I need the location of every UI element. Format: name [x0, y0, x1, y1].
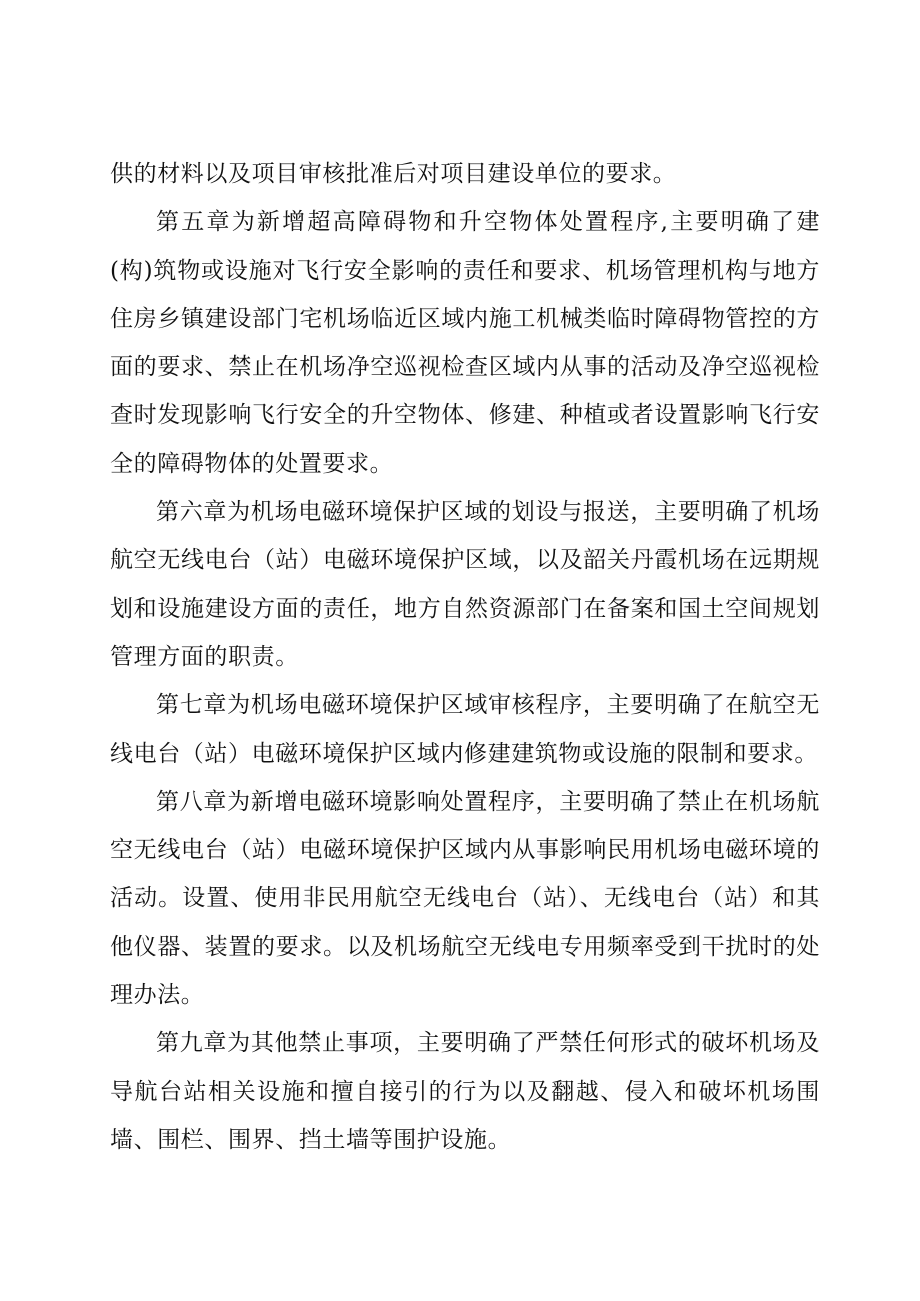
document-body: [110, 150, 820, 1164]
paragraph-continuation: 供的材料以及项目审核批准后对项目建设单位的要求。: [110, 161, 677, 187]
paragraph-chapter-5: 第五章为新增超高障碍物和升空物体处置程序,主要明确了建(构)筑物或设施对飞行安全影响的责任和要求、机场管理机构与地方住房乡镇建设部门宅机场临近区域内施工机械类临时障碍物管控的方面的要求、禁止在机场净空巡视检查区域内从事的活动及净空巡视检查时发现影响飞行安全的升空物体、修建、种植或者设置影响飞行安全的障碍物体的处置要求。: [110, 209, 820, 477]
paragraph-chapter-6: 第六章为机场电磁环境保护区域的划设与报送，主要明确了机场航空无线电台（站）电磁环境保护区域，以及韶关丹霞机场在远期规划和设施建设方面的责任，地方自然资源部门在备案和国土空间规划管理方面的职责。: [110, 499, 820, 670]
paragraph-chapter-9: 第九章为其他禁止事项，主要明确了严禁任何形式的破坏机场及导航台站相关设施和擅自接引的行为以及翻越、侵入和破坏机场围墙、围栏、围界、挡土墙等围护设施。: [110, 1030, 820, 1153]
paragraph-chapter-7: 第七章为机场电磁环境保护区域审核程序，主要明确了在航空无线电台（站）电磁环境保护区域内修建建筑物或设施的限制和要求。: [110, 692, 820, 767]
paragraph-chapter-8: 第八章为新增电磁环境影响处置程序，主要明确了禁止在机场航空无线电台（站）电磁环境保护区域内从事影响民用机场电磁环境的活动。设置、使用非民用航空无线电台（站）、无线电台（站）和其他仪器、装置的要求。以及机场航空无线电专用频率受到干扰时的处理办法。: [110, 788, 820, 1009]
